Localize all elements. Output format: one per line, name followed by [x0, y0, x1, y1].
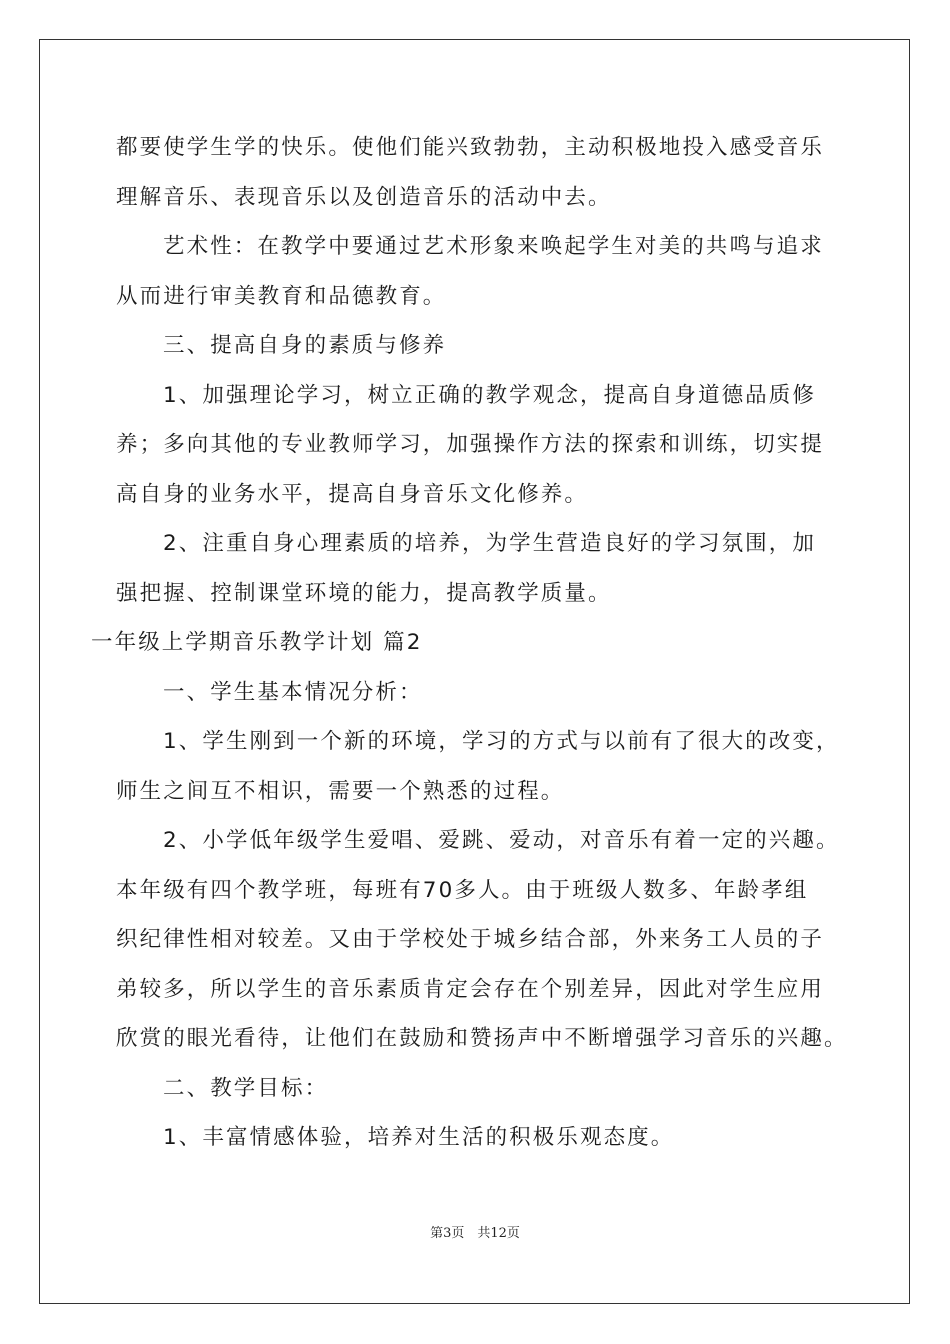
text-line: 弟较多，所以学生的音乐素质肯定会存在个别差异，因此对学生应用 [116, 976, 825, 1002]
text-line: 从而进行审美教育和品德教育。 [116, 283, 447, 309]
text-line: 三、提高自身的素质与修养 [163, 333, 447, 358]
text-line: 艺术性：在教学中要通过艺术形象来唤起学生对美的共鸣与追求 [163, 234, 824, 259]
document-body [91, 123, 848, 1163]
paragraph [116, 816, 846, 1064]
text-line: 本年级有四个教学班，每班有70多人。由于班级人数多、年龄孝组 [116, 877, 809, 903]
paragraph [116, 371, 846, 520]
text-line: 养；多向其他的专业教师学习，加强操作方法的探索和训练，切实提 [116, 432, 825, 457]
text-line: 2、小学低年级学生爱唱、爱跳、爱动，对音乐有着一定的兴趣。 [163, 828, 840, 853]
text-line: 1、学生刚到一个新的环境，学习的方式与以前有了很大的改变， [163, 729, 840, 754]
text-line: 师生之间互不相识，需要一个熟悉的过程。 [116, 778, 565, 804]
section-heading [91, 618, 846, 668]
text-line: 理解音乐、表现音乐以及创造音乐的活动中去。 [116, 184, 612, 210]
text-line: 一年级上学期音乐教学计划 篇2 [91, 630, 423, 655]
paragraph [116, 717, 846, 816]
text-line: 都要使学生学的快乐。使他们能兴致勃勃，主动积极地投入感受音乐 [116, 135, 825, 160]
text-line: 二、教学目标： [163, 1075, 329, 1101]
text-line: 1、加强理论学习，树立正确的教学观念，提高自身道德品质修 [163, 382, 816, 408]
page-number-footer: 第3页 共12页 [430, 1226, 520, 1241]
text-line: 欣赏的眼光看待，让他们在鼓励和赞扬声中不断增强学习音乐的兴趣。 [116, 1026, 848, 1051]
paragraph [116, 123, 846, 222]
text-line: 1、丰富情感体验，培养对生活的积极乐观态度。 [163, 1125, 675, 1150]
paragraph [116, 222, 846, 321]
text-line: 一、学生基本情况分析： [163, 679, 423, 705]
paragraph [116, 668, 846, 718]
paragraph [116, 321, 846, 371]
paragraph [116, 519, 846, 618]
text-line: 高自身的业务水平，提高自身音乐文化修养。 [116, 481, 589, 507]
text-line: 强把握、控制课堂环境的能力，提高教学质量。 [116, 580, 612, 606]
paragraph [116, 1064, 846, 1114]
text-line: 2、注重自身心理素质的培养，为学生营造良好的学习氛围，加 [163, 531, 816, 556]
paragraph [116, 1113, 846, 1163]
text-line: 织纪律性相对较差。又由于学校处于城乡结合部，外来务工人员的子 [116, 927, 825, 952]
